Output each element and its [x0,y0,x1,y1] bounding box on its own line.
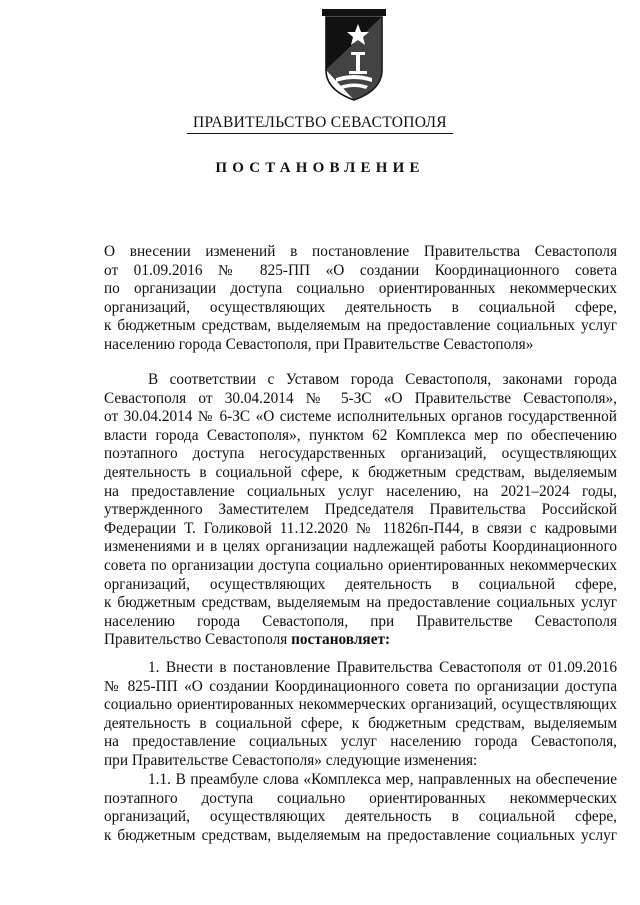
item-1-line: при Правительстве Севастополя» следующие изменения: [104,751,478,769]
preamble-line: изменениями и в целях организации надлежащей работы Координационного [104,538,617,556]
document-subject [104,243,617,355]
subject-line: по организации доступа социально ориентированных некоммерческих [104,280,617,298]
preamble-line: власти города Севастополя», пунктом 62 Комплекса мер по обеспечению [104,426,617,444]
preamble-line: на предоставление социальных услуг населению, на 2021–2024 годы, [104,482,617,500]
subject-line: от 01.09.2016 № 825-ПП «О создании Координационного совета [104,261,617,279]
item-1-line: деятельность в социальной сфере, к бюджетным средствам, выделяемым [104,714,617,732]
preamble-line: Федерации Т. Голиковой 11.12.2020 № 11826п-П44, в связи с кадровыми [104,519,617,537]
item-1-paragraph [104,659,617,771]
preamble-line: населению города Севастополя, при Правительстве Севастополя [104,612,617,630]
preamble-line: утвержденного Заместителем Председателя Правительства Российской [104,501,617,519]
preamble-line: к бюджетным средствам, выделяемым на предоставление социальных услуг [104,594,617,612]
preamble-line: совета по организации доступа социально ориентированных некоммерческих [104,556,617,574]
document-type: ПОСТАНОВЛЕНИЕ [215,160,425,176]
preamble-line: деятельность в социальной сфере, к бюджетным средствам, выделяемым [104,463,617,481]
item-1-1-paragraph [104,771,617,845]
item-1-line: социально ориентированных некоммерческих организаций, осуществляющих [104,696,617,714]
item-1-line: 1. Внести в постановление Правительства Севастополя от 01.09.2016 [148,659,617,676]
item-1-line: № 825-ПП «О создании Координационного совета по организации доступа [104,677,617,695]
preamble-final-line [104,631,617,650]
subject-line: к бюджетным средствам, выделяемым на предоставление социальных услуг [104,317,617,335]
preamble-final-text: Правительство Севастополя [104,631,292,649]
preamble-line: поэтапного доступа негосударственных организаций, осуществляющих [104,445,617,463]
item-1-1-line: 1.1. В преамбуле слова «Комплекса мер, направленных на обеспечение [148,771,617,788]
preamble-paragraph [104,371,617,650]
subject-line: населению города Севастополя, при Правительстве Севастополя» [104,335,534,353]
organization-name: ПРАВИТЕЛЬСТВО СЕВАСТОПОЛЯ [0,114,640,134]
decree-word: постановляет: [291,631,391,649]
preamble-line: Севастополя от 30.04.2014 № 5-ЗС «О Правительстве Севастополя», [104,389,617,407]
preamble-line: В соответствии с Уставом города Севастополя, законами города [148,371,617,388]
coat-of-arms-icon [318,8,390,104]
preamble-line: от 30.04.2014 № 6-ЗС «О системе исполнительных органов государственной [104,408,617,426]
sevastopol-crest-shape [318,8,390,104]
item-1-1-line: организаций, осуществляющих деятельность в социальной сфере, [104,808,617,826]
subject-line: организаций, осуществляющих деятельность в социальной сфере, [104,298,617,316]
preamble-line: организаций, осуществляющих деятельность в социальной сфере, [104,575,617,593]
subject-line: О внесении изменений в постановление Правительства Севастополя [104,243,617,260]
item-1-1-line: поэтапного доступа социально ориентированных некоммерческих [104,789,617,807]
item-1-1-line: к бюджетным средствам, выделяемым на предоставление социальных услуг [104,826,617,844]
item-1-line: на предоставление социальных услуг населению города Севастополя, [104,733,617,751]
